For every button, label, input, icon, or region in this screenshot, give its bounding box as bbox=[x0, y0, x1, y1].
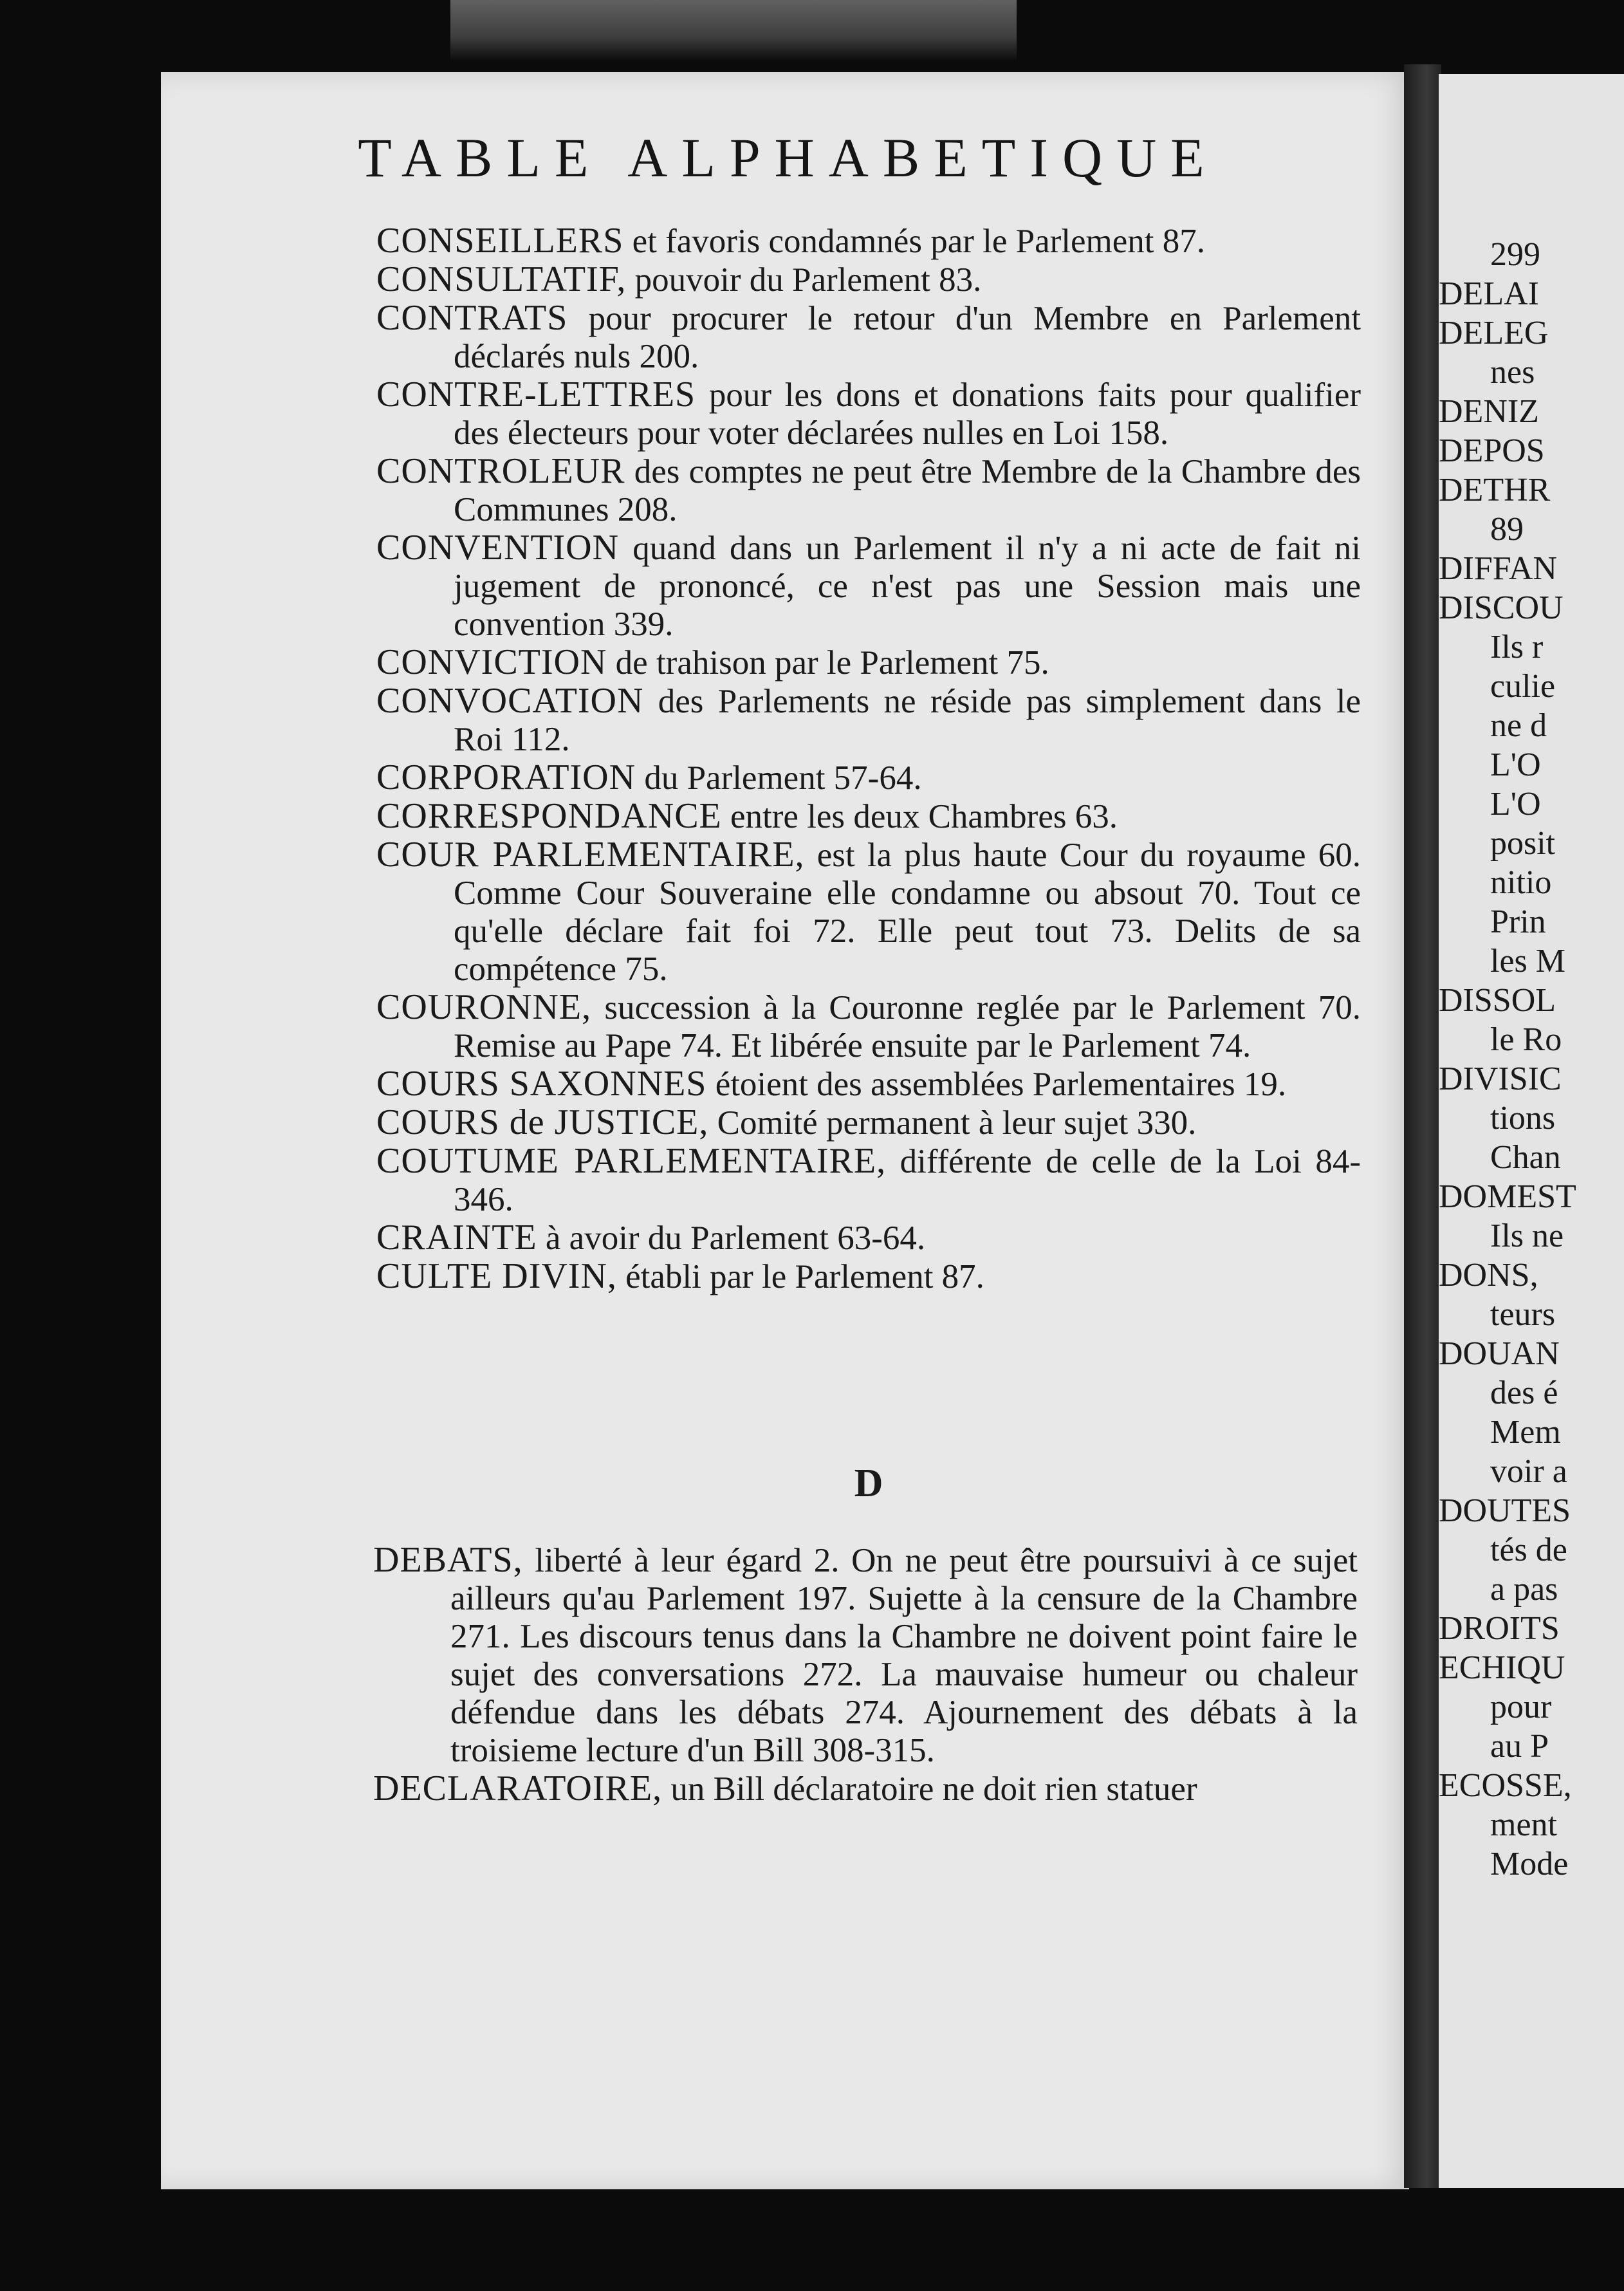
right-page-line: L'O bbox=[1490, 747, 1541, 783]
right-page-line: DONS, bbox=[1439, 1257, 1538, 1294]
right-page-line: DROITS bbox=[1439, 1610, 1560, 1647]
right-page-line: les M bbox=[1490, 943, 1565, 979]
right-page-line: le Ro bbox=[1490, 1021, 1562, 1058]
right-page-line: ECOSSE, bbox=[1439, 1767, 1572, 1804]
entry-text: de trahison par le Parlement 75. bbox=[607, 644, 1049, 682]
right-page bbox=[1439, 74, 1624, 2188]
right-page-line: au P bbox=[1490, 1728, 1549, 1765]
right-page-line: ECHIQU bbox=[1439, 1649, 1565, 1686]
scan-top-noise bbox=[450, 0, 1017, 61]
right-page-line: tions bbox=[1490, 1100, 1556, 1136]
entry-headword: COURS de JUSTICE, bbox=[376, 1102, 709, 1142]
entry-text: quand dans un Parlement il n'y a ni acte de fait ni jugement de prononcé, ce n'est pas une Session mais une convention 339. bbox=[454, 530, 1361, 643]
entry-text: Comité permanent à leur sujet 330. bbox=[708, 1104, 1197, 1142]
right-page-line: Ils ne bbox=[1490, 1218, 1564, 1254]
entry-text: et favoris condamnés par le Parlement 87. bbox=[623, 223, 1205, 260]
book-gutter bbox=[1404, 64, 1441, 2188]
entry-headword: CRAINTE bbox=[376, 1218, 537, 1257]
right-page-line: DENIZ bbox=[1439, 393, 1539, 430]
right-page-line: des é bbox=[1490, 1375, 1558, 1411]
right-page-line: teurs bbox=[1490, 1296, 1556, 1333]
entry-headword: CONVICTION bbox=[376, 642, 607, 682]
right-page-line: nitio bbox=[1490, 864, 1552, 901]
entry-text: du Parlement 57-64. bbox=[636, 759, 922, 797]
right-page-line: nes bbox=[1490, 354, 1535, 391]
index-entry bbox=[376, 1065, 1361, 1104]
entry-text: à avoir du Parlement 63-64. bbox=[537, 1220, 926, 1257]
entry-headword: CONVENTION bbox=[376, 528, 620, 568]
index-entry bbox=[376, 529, 1361, 644]
right-page-line: DOMEST bbox=[1439, 1178, 1576, 1215]
right-page-line: DELEG bbox=[1439, 315, 1549, 351]
entry-text: est la plus haute Cour du royaume 60. Comme Cour Souveraine elle condamne ou absout 70. Tout ce qu'elle déclare fait foi 72. Elle peut tout 73. Delits de sa compétence 75. bbox=[454, 837, 1361, 988]
right-page-line: pour bbox=[1490, 1689, 1552, 1725]
index-entry bbox=[376, 1104, 1361, 1142]
index-entry bbox=[376, 1142, 1361, 1219]
index-entry bbox=[376, 1219, 1361, 1257]
entry-headword: DEBATS, bbox=[373, 1540, 523, 1580]
right-page-line: DISSOL bbox=[1439, 982, 1556, 1019]
index-entry bbox=[373, 1770, 1358, 1808]
entry-headword: COURS SAXONNES bbox=[376, 1064, 707, 1104]
right-page-line: culie bbox=[1490, 668, 1556, 705]
index-entry bbox=[376, 988, 1361, 1065]
index-entries-c bbox=[376, 222, 1361, 1296]
index-entry bbox=[376, 1257, 1361, 1296]
right-page-line: Prin bbox=[1490, 904, 1546, 940]
right-page-line: 299 bbox=[1490, 236, 1540, 273]
index-entry bbox=[376, 452, 1361, 529]
right-page-line: DISCOU bbox=[1439, 589, 1564, 626]
right-page-line: Ils r bbox=[1490, 629, 1544, 665]
right-page-line: DETHR bbox=[1439, 472, 1551, 508]
index-entry bbox=[373, 1541, 1358, 1770]
entry-headword: CONTROLEUR bbox=[376, 451, 625, 491]
entry-text: entre les deux Chambres 63. bbox=[721, 798, 1118, 835]
index-entry bbox=[376, 797, 1361, 836]
entry-text: établi par le Parlement 87. bbox=[616, 1258, 984, 1295]
right-page-line: ment bbox=[1490, 1806, 1557, 1843]
entry-headword: COURONNE, bbox=[376, 987, 592, 1027]
right-page-line: voir a bbox=[1490, 1453, 1567, 1490]
right-page-line: 89 bbox=[1490, 511, 1524, 548]
right-page-line: DELAI bbox=[1439, 275, 1539, 312]
right-page-line: tés de bbox=[1490, 1532, 1567, 1568]
entry-text: des comptes ne peut être Membre de la Chambre des Communes 208. bbox=[454, 453, 1361, 528]
entry-text: pour les dons et donations faits pour qualifier des électeurs pour voter déclarées nulles en Loi 158. bbox=[454, 376, 1361, 452]
right-page-text bbox=[1439, 235, 1624, 1884]
entry-headword: CORRESPONDANCE bbox=[376, 796, 722, 836]
section-letter-heading: D bbox=[854, 1461, 883, 1505]
index-entry bbox=[376, 376, 1361, 452]
entry-headword: CONSEILLERS bbox=[376, 221, 624, 261]
right-page-line: DOUAN bbox=[1439, 1335, 1560, 1372]
entry-headword: COUTUME PARLEMENTAIRE, bbox=[376, 1141, 887, 1181]
index-entry bbox=[376, 836, 1361, 988]
entry-headword: COUR PARLEMENTAIRE, bbox=[376, 835, 805, 875]
entry-text: étoient des assemblées Parlementaires 19. bbox=[706, 1066, 1287, 1103]
entry-headword: CULTE DIVIN, bbox=[376, 1256, 617, 1296]
right-page-line: DIFFAN bbox=[1439, 550, 1557, 587]
index-entry bbox=[376, 644, 1361, 682]
index-entries-d bbox=[373, 1541, 1358, 1808]
entry-text: succession à la Couronne reglée par le Parlement 70. Remise au Pape 74. Et libérée ensuite par le Parlement 74. bbox=[454, 989, 1361, 1064]
right-page-line: DIVISIC bbox=[1439, 1061, 1562, 1097]
entry-headword: CONSULTATIF, bbox=[376, 259, 627, 299]
entry-headword: DECLARATOIRE, bbox=[373, 1768, 663, 1808]
entry-text: un Bill déclaratoire ne doit rien statuer bbox=[662, 1770, 1197, 1808]
page-title: TABLE ALPHABETIQUE bbox=[358, 127, 1219, 189]
entry-text: des Parlements ne réside pas simplement dans le Roi 112. bbox=[454, 683, 1361, 758]
entry-text: pour procurer le retour d'un Membre en Parlement déclarés nuls 200. bbox=[454, 300, 1361, 375]
right-page-line: Mem bbox=[1490, 1414, 1561, 1451]
right-page-line: L'O bbox=[1490, 786, 1541, 822]
right-page-line: a pas bbox=[1490, 1571, 1558, 1608]
right-page-line: Mode bbox=[1490, 1846, 1569, 1882]
index-entry bbox=[376, 682, 1361, 759]
entry-headword: CONVOCATION bbox=[376, 681, 644, 721]
entry-headword: CORPORATION bbox=[376, 757, 636, 797]
right-page-line: ne d bbox=[1490, 707, 1547, 744]
index-entry bbox=[376, 299, 1361, 376]
index-entry bbox=[376, 261, 1361, 299]
entry-headword: CONTRATS bbox=[376, 298, 568, 338]
entry-text: liberté à leur égard 2. On ne peut être poursuivi à ce sujet ailleurs qu'au Parlement 197. Sujette à la censure de la Chambre 271. Les discours tenus dans la Chambre ne doivent point faire le sujet des conversations 272. La mauvaise humeur ou chaleur défendue dans les débats 274. Ajournement des débats à la troisieme lecture d'un Bill 308-315. bbox=[450, 1542, 1358, 1769]
right-page-line: Chan bbox=[1490, 1139, 1561, 1176]
index-entry bbox=[376, 222, 1361, 261]
right-page-line: DEPOS bbox=[1439, 432, 1545, 469]
right-page-line: posit bbox=[1490, 825, 1556, 862]
entry-text: pouvoir du Parlement 83. bbox=[626, 261, 982, 299]
right-page-line: DOUTES bbox=[1439, 1492, 1571, 1529]
entry-headword: CONTRE-LETTRES bbox=[376, 375, 696, 414]
index-entry bbox=[376, 759, 1361, 797]
entry-text: différente de celle de la Loi 84-346. bbox=[454, 1143, 1361, 1218]
